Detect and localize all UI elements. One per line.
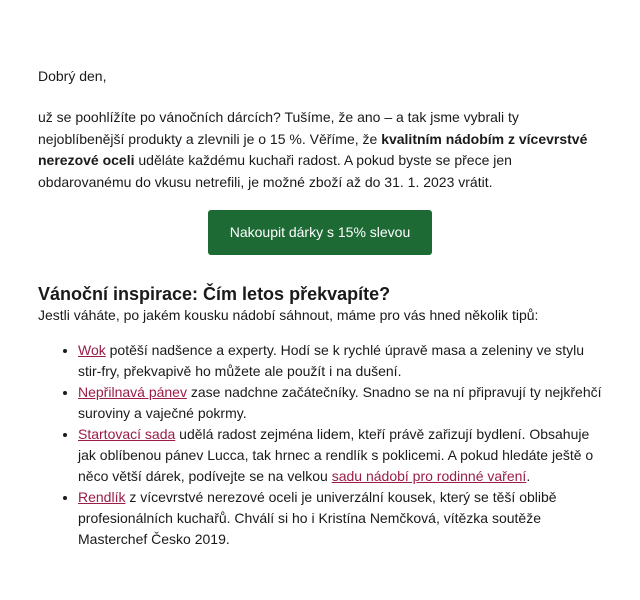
list-item bbox=[78, 340, 602, 382]
list-item bbox=[78, 487, 602, 550]
cta-wrapper bbox=[208, 210, 432, 255]
intro-paragraph bbox=[38, 107, 602, 193]
intro-text-1: už se poohlížíte po vánočních dárcích? Tušíme, že ano – a tak jsme vybrali ty nejoblíbenější produkty a zlevnili je o 15 %. Věříme, že bbox=[38, 109, 519, 147]
tip-text: potěší nadšence a experty. Hodí se k rychlé úpravě masa a zeleniny ve stylu stir-fry, překvapivě ho můžete ale použít i na dušení. bbox=[78, 342, 585, 379]
tip-text-tail: . bbox=[526, 468, 531, 484]
section-heading: Vánoční inspirace: Čím letos překvapíte? bbox=[38, 284, 391, 304]
list-item bbox=[78, 382, 602, 424]
tip-text: udělá radost zejména lidem, kteří právě zařizují bydlení. Obsahuje jak oblíbenou pánev Lucca, tak hrnec a rendlík s poklicemi. A pokud hledáte ještě o něco větší dárek, podívejte se na velkou bbox=[78, 426, 594, 484]
list-item bbox=[78, 424, 602, 487]
tip-text: z vícevrstvé nerezové oceli je univerzální kousek, který se těší oblibě profesionálních kuchařů. Chválí si ho i Kristína Nemčková, vítězka soutěže Masterchef Česko 2019. bbox=[78, 489, 557, 547]
wok-link[interactable]: Wok bbox=[78, 342, 106, 358]
family-cookware-set-link[interactable]: sadu nádobí pro rodinné vaření bbox=[331, 468, 527, 484]
greeting: Dobrý den, bbox=[38, 68, 107, 84]
section-subtext: Jestli váháte, po jakém kousku nádobí sáhnout, máme pro vás hned několik tipů: bbox=[38, 307, 539, 323]
intro-bold-text: kvalitním nádobím z vícevrstvé nerezové oceli bbox=[38, 130, 588, 168]
intro-text-2: uděláte každému kuchaři radost. A pokud byste se přece jen obdarovanému do vkusu netrefili, je možné zboží až do 31. 1. 2023 vrátit. bbox=[38, 152, 512, 190]
saucepan-link[interactable]: Rendlík bbox=[78, 489, 126, 505]
nonstick-pan-link[interactable]: Nepřilnavá pánev bbox=[78, 384, 187, 400]
tip-text: zase nadchne začátečníky. Snadno se na ní připravují ty nejkřehčí suroviny a vaječné pokrmy. bbox=[78, 384, 602, 421]
tips-list bbox=[38, 340, 602, 550]
shop-gifts-button[interactable]: Nakoupit dárky s 15% slevou bbox=[208, 210, 432, 255]
starter-set-link[interactable]: Startovací sada bbox=[78, 426, 176, 442]
